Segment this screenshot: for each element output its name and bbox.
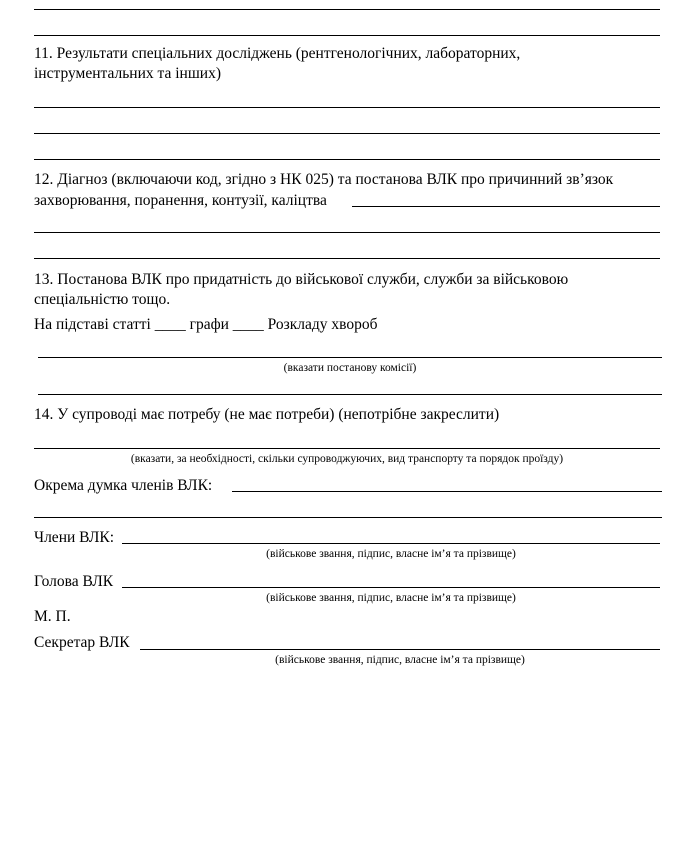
blank-line (34, 232, 660, 233)
decision-note: (вказати постанову комісії) (283, 362, 417, 374)
secretary-signature-line (140, 649, 660, 650)
opinion-fill-line (232, 491, 662, 492)
blank-line (34, 159, 660, 160)
blank-line (34, 35, 660, 36)
diagnosis-fill-line (352, 206, 660, 207)
members-signature-line (122, 543, 660, 544)
escort-note: (вказати, за необхідності, скільки супроводжуючих, вид транспорту та порядок проїзду) (130, 453, 564, 465)
section-13-line-1: 13. Постанова ВЛК про придатність до військової служби, служби за військовою (34, 271, 569, 288)
section-14-line-1: 14. У супроводі має потребу (не має потреби) (непотрібне закреслити) (34, 406, 500, 423)
blank-line (34, 107, 660, 108)
opinion-label: Окрема думка членів ВЛК: (34, 477, 213, 494)
chair-label: Голова ВЛК (34, 573, 114, 590)
section-12-line-2: захворювання, поранення, контузії, каліцтва (34, 192, 327, 209)
section-11-line-2: інструментальних та інших) (34, 65, 221, 82)
chair-note: (військове звання, підпис, власне ім’я та прізвище) (266, 592, 516, 604)
members-note: (військове звання, підпис, власне ім’я та прізвище) (266, 548, 516, 560)
section-13-basis-text: На підставі статті ____ графи ____ Розкладу хвороб (34, 316, 378, 333)
section-11-line-1: 11. Результати спеціальних досліджень (рентгенологічних, лабораторних, (34, 45, 521, 62)
blank-line (38, 394, 662, 395)
seal-label: М. П. (34, 608, 71, 625)
blank-line (34, 9, 660, 10)
escort-line (34, 448, 660, 449)
blank-line (34, 133, 660, 134)
members-label: Члени ВЛК: (34, 529, 115, 546)
secretary-note: (військове звання, підпис, власне ім’я та прізвище) (275, 654, 525, 666)
secretary-label: Секретар ВЛК (34, 634, 130, 651)
blank-line (34, 517, 662, 518)
section-12-line-1: 12. Діагноз (включаючи код, згідно з НК 025) та постанова ВЛК про причинний зв’язок (34, 171, 614, 188)
decision-line (38, 357, 662, 358)
section-13-line-2: спеціальністю тощо. (34, 291, 171, 308)
chair-signature-line (122, 587, 660, 588)
blank-line (34, 258, 660, 259)
